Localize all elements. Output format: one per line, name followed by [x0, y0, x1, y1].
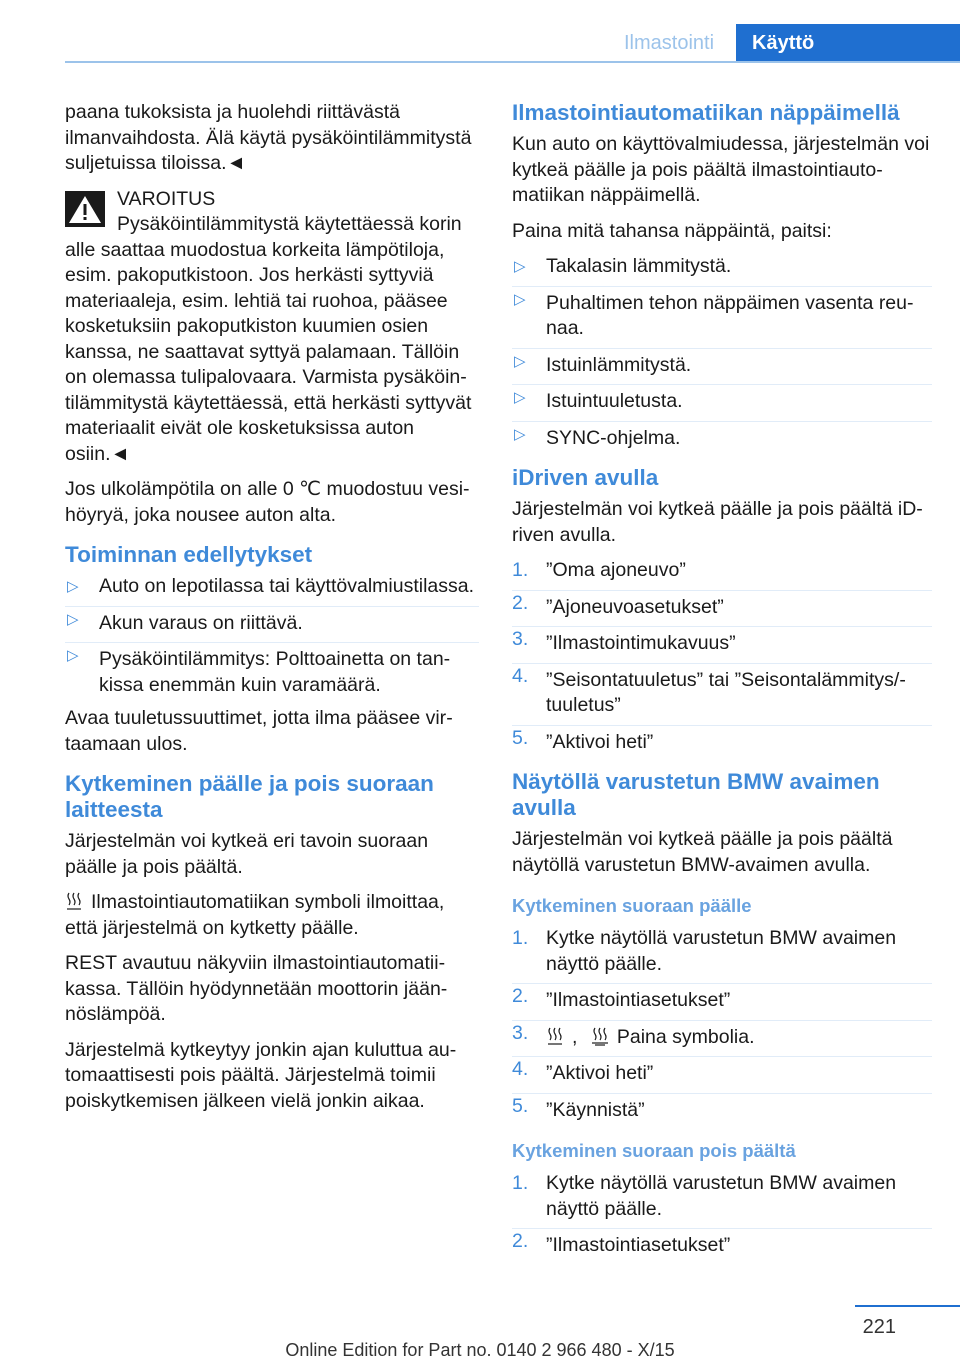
warning-triangle-icon [65, 191, 105, 227]
except-list [512, 254, 932, 451]
page-number: 221 [862, 1316, 896, 1338]
bullet-triangle-icon: ▷ [514, 258, 526, 275]
edition-footer: Online Edition for Part no. 0140 2 966 480 - X/15 [285, 1340, 675, 1360]
vents-paragraph: Avaa tuuletussuuttimet, jotta ilma pääsee virtaamaan ulos. [65, 707, 453, 755]
vapor-paragraph: Jos ulkolämpötila on alle 0 ℃ muodostuu vesihöyryä, joka nousee auton alta. [65, 478, 470, 526]
list-item: ▷ SYNC-ohjelma. [512, 421, 932, 452]
bullet-triangle-icon: ▷ [514, 425, 526, 443]
intro-paragraph: paana tukoksista ja huolehdi riittävästä ilmanvaihdosta. Älä käytä pysäköintilämmitystä suljetuissa tiloissa.◄ [65, 101, 472, 174]
list-item: 2. ”Ajoneuvoasetukset” [512, 590, 932, 621]
list-item: 5. ”Käynnistä” [512, 1093, 932, 1124]
rest-paragraph: REST avautuu näkyviin ilmastointiautomatiikassa. Tällöin hyödynnetään moottorin jäännöslämpöä. [65, 952, 448, 1025]
list-item: ▷ Puhaltimen tehon näppäimen vasenta reunaa. [512, 286, 932, 342]
bullet-triangle-icon: ▷ [67, 578, 79, 595]
on-steps [512, 926, 932, 1123]
header-divider [65, 61, 960, 63]
list-item: ▷ Istuintuuletusta. [512, 384, 932, 415]
on-heading: Kytkeminen suoraan päälle [512, 895, 752, 916]
symbol-paragraph: Ilmastointiautomatiikan symboli ilmoittaa, että järjestelmä on kytketty päälle. [65, 891, 445, 939]
bullet-triangle-icon: ▷ [514, 352, 526, 370]
list-item: ▷ Auto on lepotilassa tai käyttövalmiustilassa. [65, 574, 479, 600]
list-item: 2. ”Ilmastointiasetukset” [512, 983, 932, 1014]
warning-block [65, 187, 479, 468]
list-item: ▷ Istuinlämmitystä. [512, 348, 932, 379]
press-paragraph: Paina mitä tahansa näppäintä, paitsi: [512, 219, 832, 242]
bullet-triangle-icon: ▷ [67, 647, 79, 664]
list-item: ▷ Akun varaus on riittävä. [65, 606, 479, 637]
bullet-triangle-icon: ▷ [514, 389, 526, 406]
list-item: 1. Kytke näytöllä varustetun BMW avaimen näyttö päälle. [512, 927, 897, 975]
key-paragraph: Järjestelmän voi kytkeä päälle ja pois päältä näytöllä varustetun BMW-avaimen avulla. [512, 828, 893, 876]
list-item: 4. ”Aktivoi heti” [512, 1056, 932, 1087]
direct-heading: Kytkeminen päälle ja pois suoraan laitteesta [65, 771, 434, 822]
ventilation-symbol-icon [591, 1026, 609, 1046]
list-item: 1. Kytke näytöllä varustetun BMW avaimen näyttö päälle. [512, 1172, 897, 1220]
heating-symbol-icon [65, 891, 83, 911]
heating-symbol-icon [546, 1026, 564, 1046]
right-column [512, 100, 932, 1267]
bullet-triangle-icon: ▷ [514, 290, 526, 308]
conditions-heading: Toiminnan edellytykset [65, 542, 313, 567]
page-number-rule [855, 1305, 960, 1307]
buttons-paragraph: Kun auto on käyttövalmiudessa, järjestelmän voi kytkeä päälle ja pois päältä ilmastointiautomatiikan näppäimellä. [512, 133, 930, 206]
warning-text-rest: alle saattaa muodostua korkeita lämpötiloja, esim. pakoputkistoon. Jos herkästi syttyviä materiaaleja, esim. lehtiä tai ruohoa, pääsee kosketuksiin pakoputkiston kuumien osien kanssa, ne saattavat syttyä palamaan. Tällöin on olemassa tulipalovaara. Varmista pysäköintilämmitystä käytettäessä, että herkästi syttyvät materiaalit eivät ole kosketuksissa auton osiin.◄ [65, 238, 472, 465]
header-tabs [602, 24, 960, 62]
list-item: 4. ”Seisontatuuletus” tai ”Seisontalämmitys/tuuletus” [512, 663, 932, 719]
header-chapter-tab: Käyttö [736, 24, 960, 62]
step-separator: , [572, 1025, 578, 1048]
list-item: 3. ”Ilmastointimukavuus” [512, 626, 932, 657]
auto-off-paragraph: Järjestelmä kytkeytyy jonkin ajan kuluttua automaattisesti pois päältä. Järjestelmä toimii poiskytkemisen jälkeen vielä jonkin aikaa. [65, 1038, 457, 1112]
idrive-steps [512, 558, 932, 755]
idrive-heading: iDriven avulla [512, 465, 659, 490]
warning-text-first: Pysäköintilämmitystä käytettäessä korin [117, 213, 462, 235]
direct-paragraph: Järjestelmän voi kytkeä eri tavoin suoraan päälle ja pois päältä. [65, 830, 429, 878]
list-item: ▷ Pysäköintilämmitys: Polttoainetta on tankissa enemmän kuin varamäärä. [65, 642, 479, 698]
header-section-tab: Ilmastointi [602, 24, 736, 62]
key-heading: Näytöllä varustetun BMW avaimen avulla [512, 769, 880, 820]
list-item: 1. ”Oma ajoneuvo” [512, 559, 686, 581]
list-item: 5. ”Aktivoi heti” [512, 725, 932, 756]
idrive-paragraph: Järjestelmän voi kytkeä päälle ja pois päältä iDriven avulla. [512, 498, 923, 546]
bullet-triangle-icon: ▷ [67, 610, 79, 628]
list-item: 3. , Paina symbolia. [512, 1020, 932, 1051]
list-item: 2. ”Ilmastointiasetukset” [512, 1228, 932, 1259]
buttons-heading: Ilmastointiautomatiikan näppäimellä [512, 100, 900, 125]
list-item: ▷ Takalasin lämmitystä. [512, 254, 932, 280]
off-steps [512, 1171, 932, 1259]
warning-label: VAROITUS [117, 187, 216, 210]
left-column [65, 100, 479, 1124]
conditions-list [65, 574, 479, 698]
off-heading: Kytkeminen suoraan pois päältä [512, 1140, 796, 1161]
